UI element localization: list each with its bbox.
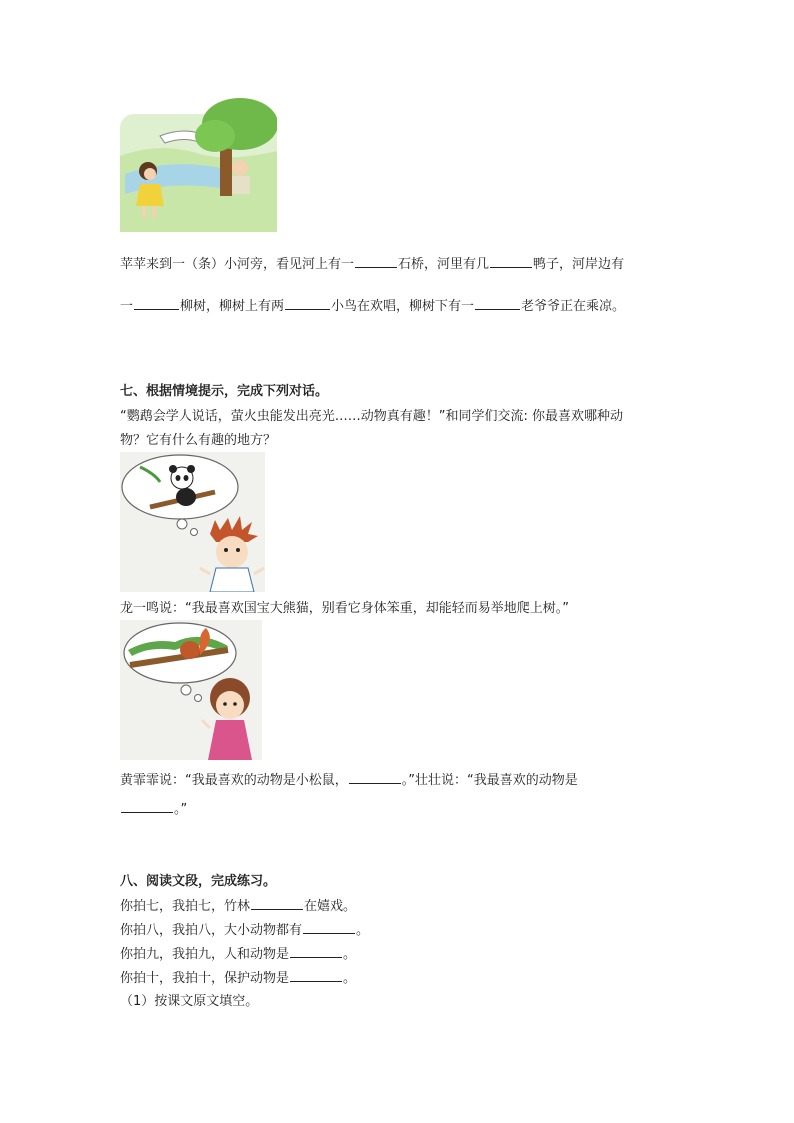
q7-prompt-line2: 物？它有什么有趣的地方？ [120,433,277,448]
text: 柳树，柳树上有两 [180,299,285,314]
text: 。”壮壮说：“我最喜欢的动物是 [401,773,578,788]
fill-blank[interactable] [290,945,342,958]
q7-speaker2-continued [120,800,187,819]
text: 石桥，河里有几 [398,257,490,272]
text: 你拍八，我拍八，大小动物都有 [120,923,303,938]
fill-blank[interactable] [349,771,401,784]
text: 老爷爷正在乘凉。 [521,299,626,314]
text: 苹苹来到一（条）小河旁，看见河上有一 [120,257,355,272]
q7-speaker2 [120,771,578,790]
text: 你拍十，我拍十，保护动物是 [120,971,290,986]
fill-blank[interactable] [355,255,397,268]
girl-squirrel-illustration [120,620,262,760]
q6-sentence-line2 [120,297,625,316]
q8-heading: 八、阅读文段，完成练习。 [120,874,277,889]
text: 你拍九，我拍九，人和动物是 [120,947,290,962]
text: 。 [356,923,370,938]
fill-blank[interactable] [475,297,520,310]
text: 。” [174,802,188,817]
fill-blank[interactable] [251,897,303,910]
fill-blank[interactable] [490,255,532,268]
q6-sentence-line1 [120,255,624,274]
text: 黄霏霏说：“我最喜欢的动物是小松鼠， [120,773,348,788]
q8-line [120,921,369,940]
text: 鸭子，河岸边有 [533,257,625,272]
q8-line [120,969,356,988]
text: 小鸟在欢唱，柳树下有一 [331,299,475,314]
fill-blank[interactable] [285,297,330,310]
fill-blank[interactable] [303,921,355,934]
fill-blank[interactable] [134,297,179,310]
text: 在嬉戏。 [304,899,357,914]
text: 。 [343,947,357,962]
q7-heading: 七、根据情境提示，完成下列对话。 [120,384,329,399]
q7-speaker1: 龙一鸣说：“我最喜欢国宝大熊猫，别看它身体笨重，却能轻而易举地爬上树。” [120,601,569,616]
fill-blank[interactable] [121,800,173,813]
text: 一 [120,299,134,314]
q8-line [120,897,356,916]
q7-prompt-line1: “鹦鹉会学人说话，萤火虫能发出亮光……动物真有趣！”和同学们交流: 你最喜欢哪种动 [120,409,623,424]
q8-line [120,945,356,964]
boy-panda-illustration [120,452,265,592]
text: 你拍七，我拍七，竹林 [120,899,251,914]
text: 。 [343,971,357,986]
river-scene-illustration [120,96,277,232]
fill-blank[interactable] [290,969,342,982]
q8-sub-question: （1）按课文原文填空。 [120,994,259,1009]
